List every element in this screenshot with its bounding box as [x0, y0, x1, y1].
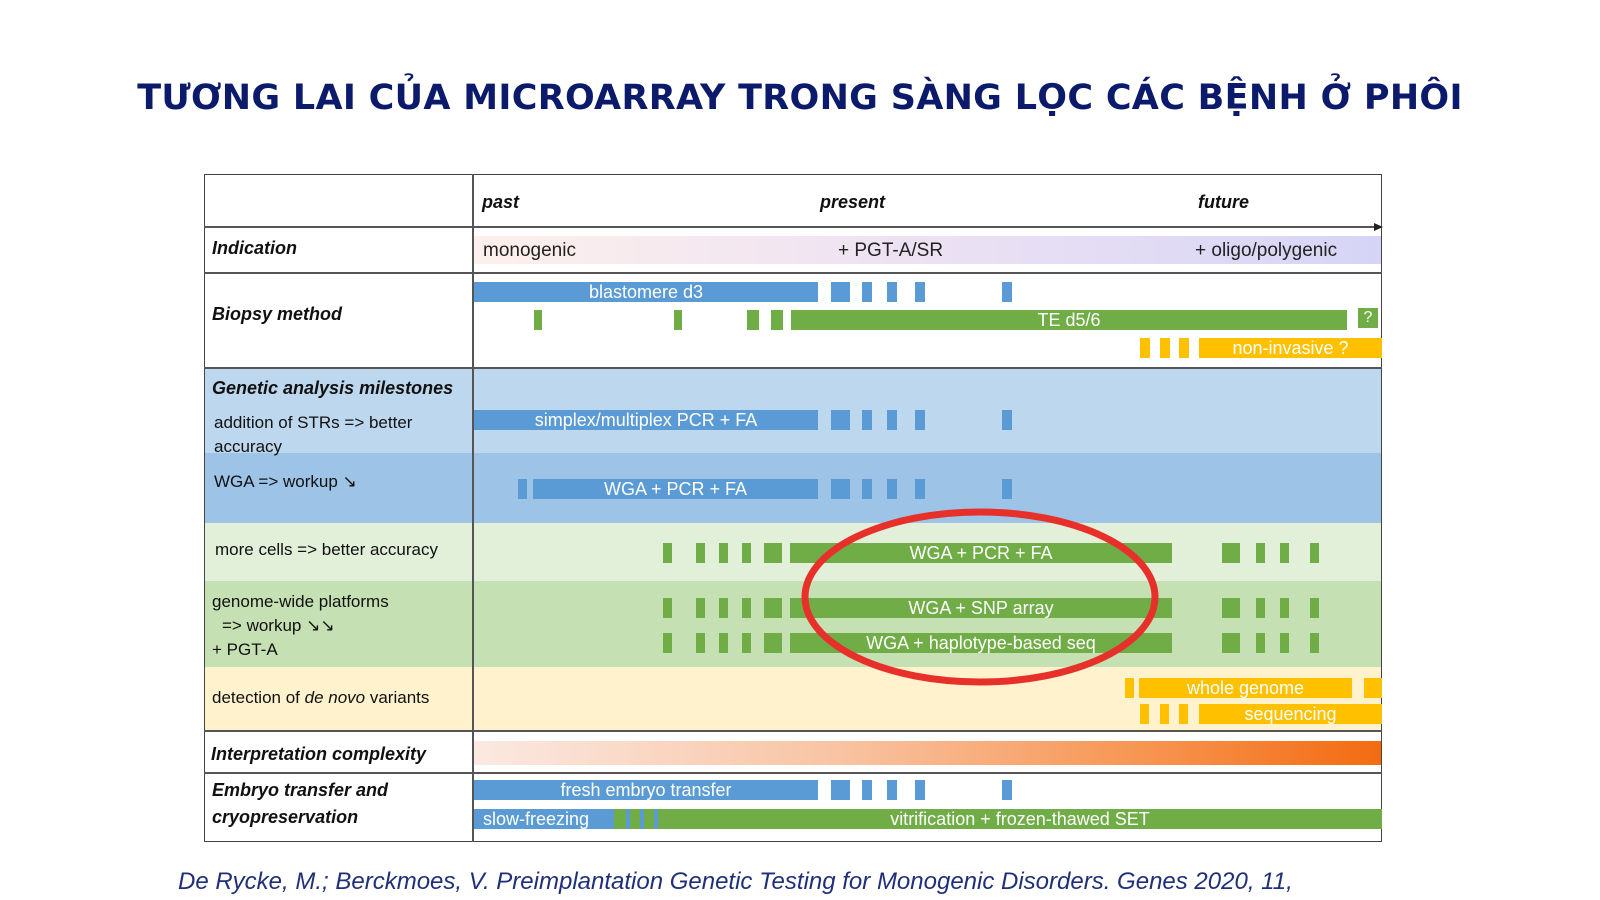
bar-segment	[1256, 598, 1265, 618]
bar-wga-haplotype-seq: WGA + haplotype-based seq	[790, 633, 1172, 653]
bar-segment	[887, 410, 897, 430]
row-divider	[204, 367, 1382, 369]
bar-segment	[696, 543, 705, 563]
bar-wga-snp-array: WGA + SNP array	[790, 598, 1172, 618]
row-divider	[204, 730, 1382, 732]
bar-segment	[1280, 543, 1289, 563]
bar-segment	[1310, 633, 1319, 653]
bar-segment	[719, 543, 728, 563]
bar-segment	[663, 633, 672, 653]
bar-segment	[764, 633, 782, 653]
bar-segment	[742, 598, 751, 618]
bar-segment	[1179, 704, 1188, 724]
indication-oligo: + oligo/polygenic	[1195, 240, 1338, 261]
timeline-present: present	[820, 192, 886, 212]
diagram-frame	[204, 174, 1382, 842]
bar-segment	[1002, 282, 1012, 302]
bar-segment	[915, 410, 925, 430]
row-label-genome-wide-3: + PGT-A	[212, 640, 278, 659]
bar-segment	[747, 310, 759, 330]
bar-segment	[534, 310, 542, 330]
row-label-embryo-1: Embryo transfer and	[212, 780, 389, 800]
bar-segment	[831, 282, 850, 302]
denovo-pre: detection of	[212, 688, 305, 707]
row-label-wga: WGA => workup ↘	[214, 472, 357, 491]
bar-segment	[696, 633, 705, 653]
bar-fresh-embryo-transfer: fresh embryo transfer	[474, 780, 818, 800]
bar-segment	[1140, 704, 1149, 724]
column-divider	[472, 174, 474, 842]
bar-segment	[831, 479, 850, 499]
bar-segment	[771, 310, 783, 330]
bar-segment	[887, 780, 897, 800]
row-divider	[204, 226, 1382, 228]
bar-segment	[719, 598, 728, 618]
bar-segment	[1179, 338, 1189, 358]
timeline-past: past	[482, 192, 520, 212]
bar-segment	[831, 780, 850, 800]
row-label-genome-wide-2: => workup ↘↘	[222, 616, 335, 635]
bar-segment	[663, 543, 672, 563]
bar-segment	[915, 479, 925, 499]
bar-segment	[862, 479, 872, 499]
denovo-em: de novo	[304, 688, 366, 707]
bar-wga-pcr-fa-blue: WGA + PCR + FA	[533, 479, 818, 499]
bar-segment	[742, 543, 751, 563]
bar-segment	[1280, 598, 1289, 618]
bar-segment	[630, 809, 640, 829]
row-divider	[204, 772, 1382, 774]
denovo-post: variants	[365, 688, 430, 707]
bar-segment	[1125, 678, 1134, 698]
bar-segment	[1222, 633, 1240, 653]
row-label-milestones: Genetic analysis milestones	[212, 378, 454, 398]
bar-segment	[1140, 338, 1150, 358]
bar-noninvasive: non-invasive ?	[1199, 338, 1382, 358]
bar-segment	[1310, 543, 1319, 563]
page-title: TƯƠNG LAI CỦA MICROARRAY TRONG SÀNG LỌC CÁC BỆNH Ở PHÔI	[137, 78, 1463, 118]
indication-pgta: + PGT-A/SR	[838, 240, 944, 261]
bar-segment	[1002, 410, 1012, 430]
bar-segment	[1002, 479, 1012, 499]
row-label-biopsy: Biopsy method	[212, 304, 343, 324]
bar-segment	[887, 282, 897, 302]
bar-te-question: ?	[1358, 308, 1378, 328]
row-label-more-cells: more cells => better accuracy	[215, 540, 438, 559]
bar-segment	[831, 410, 850, 430]
timeline-future: future	[1198, 192, 1249, 212]
row-label-denovo	[212, 688, 429, 708]
bar-whole-genome: whole genome	[1139, 678, 1352, 698]
bar-segment	[674, 310, 682, 330]
bar-segment	[663, 598, 672, 618]
bar-segment	[764, 543, 782, 563]
bar-segment	[1310, 598, 1319, 618]
bar-segment	[1222, 598, 1240, 618]
bar-segment	[1280, 633, 1289, 653]
bar-te: TE d5/6	[791, 310, 1347, 330]
indication-monogenic: monogenic	[483, 240, 576, 261]
bar-segment	[719, 633, 728, 653]
bar-vitrification: vitrification + frozen-thawed SET	[658, 809, 1382, 829]
row-label-strs: addition of STRs => better accuracy	[214, 413, 413, 456]
bar-segment	[1160, 704, 1169, 724]
row-divider	[204, 272, 1382, 274]
bar-segment	[862, 780, 872, 800]
bar-segment	[887, 479, 897, 499]
bar-segment	[862, 282, 872, 302]
citation: De Rycke, M.; Berckmoes, V. Preimplantation Genetic Testing for Monogenic Disorders. Genes 2020, 11,	[178, 868, 1293, 895]
bar-segment	[764, 598, 782, 618]
bar-segment	[1160, 338, 1170, 358]
bar-segment	[915, 780, 925, 800]
row-label-complexity: Interpretation complexity	[211, 744, 427, 764]
bar-segment	[614, 809, 626, 829]
bar-segment	[915, 282, 925, 302]
bar-segment	[644, 809, 654, 829]
bar-blastomere: blastomere d3	[474, 282, 818, 302]
bar-segment	[1364, 678, 1382, 698]
bar-segment	[696, 598, 705, 618]
bar-segment	[862, 410, 872, 430]
bar-slow-freezing: slow-freezing	[474, 809, 614, 829]
bar-segment	[1256, 543, 1265, 563]
bar-segment	[742, 633, 751, 653]
row-label-indication: Indication	[212, 238, 297, 258]
bar-segment	[1222, 543, 1240, 563]
row-label-genome-wide-1: genome-wide platforms	[212, 592, 389, 611]
row-label-embryo-2: cryopreservation	[212, 807, 359, 827]
bar-segment	[518, 479, 527, 499]
bar-segment	[1002, 780, 1012, 800]
bar-wga-pcr-fa-green: WGA + PCR + FA	[790, 543, 1172, 563]
bar-sequencing: sequencing	[1199, 704, 1382, 724]
bar-segment	[1256, 633, 1265, 653]
bar-simplex-pcr: simplex/multiplex PCR + FA	[474, 410, 818, 430]
